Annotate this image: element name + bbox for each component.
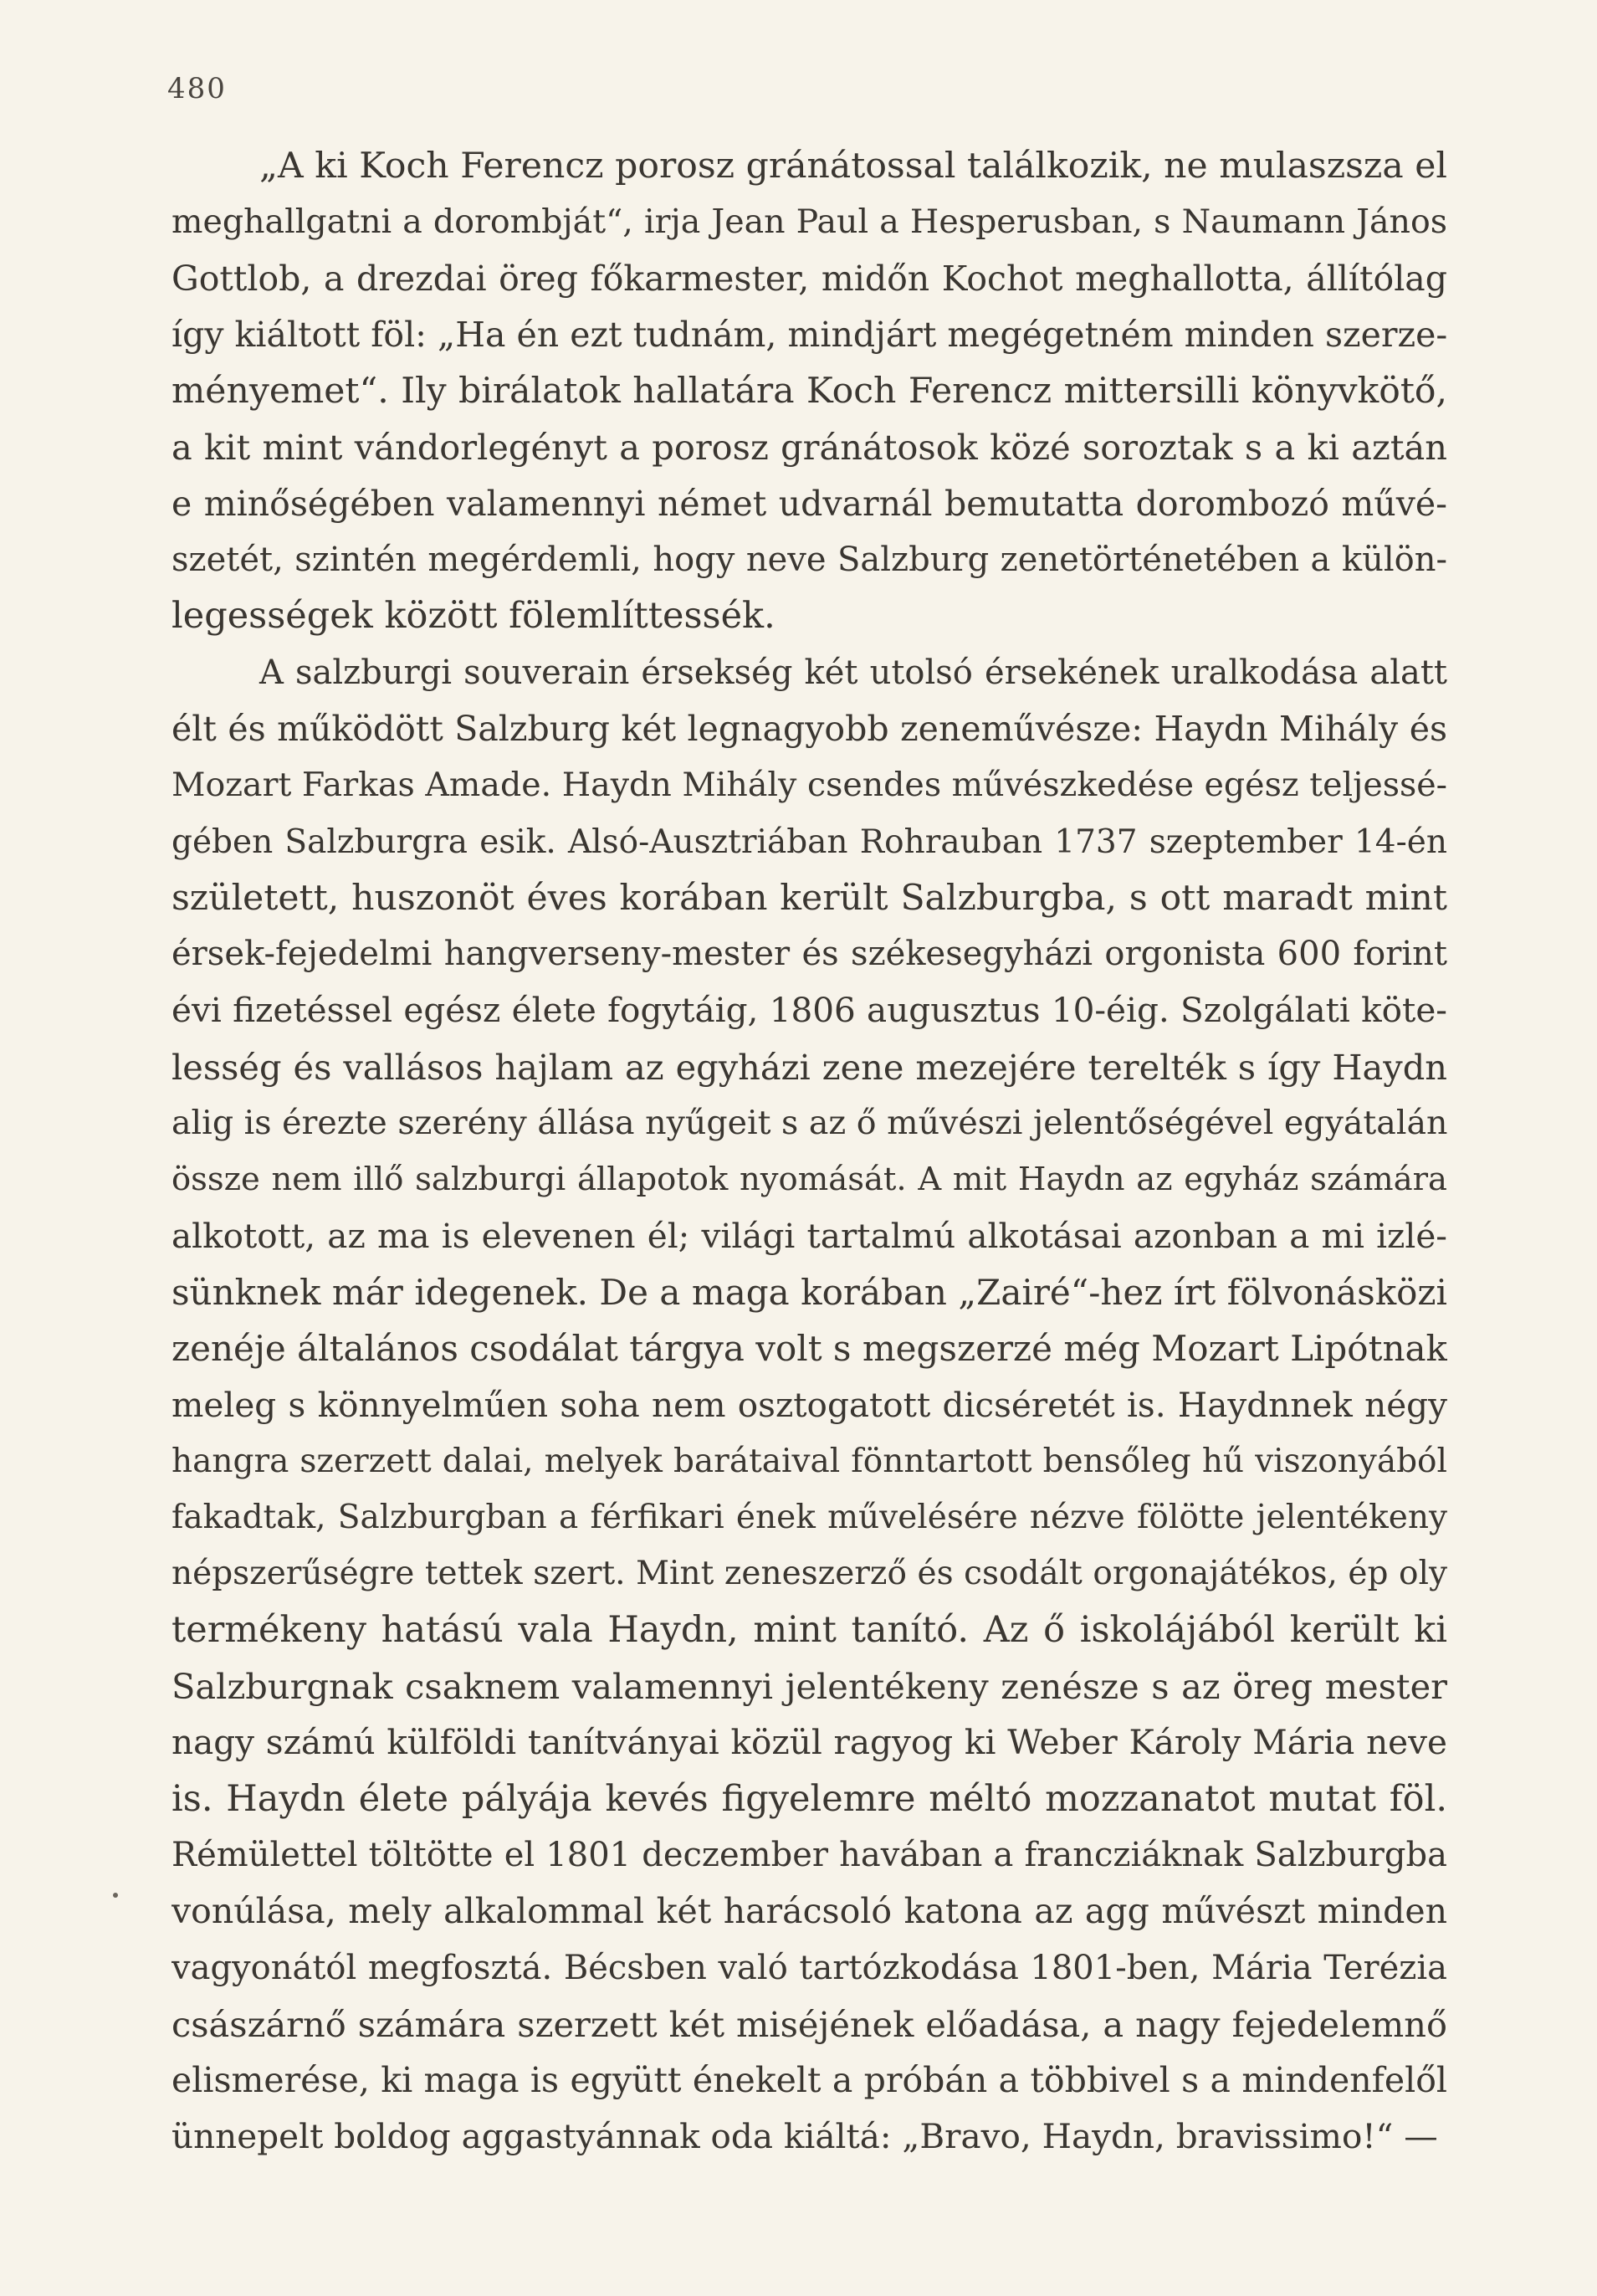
text-line: ünnepelt boldog aggastyánnak oda kiáltá: „Bravo, Haydn, bravissimo!“ —: [171, 2116, 1438, 2157]
text-line: lesség és vallásos hajlam az egyházi zene mezejére terelték s így Haydn: [171, 1046, 1447, 1088]
text-line: hangra szerzett dalai, melyek barátaival fönntartott bensőleg hű viszonyából: [171, 1442, 1447, 1480]
text-line: A salzburgi souverain érsekség két utolsó érsekének uralkodása alatt: [259, 653, 1447, 692]
text-line: termékeny hatású vala Haydn, mint tanító. Az ő iskolájából került ki: [171, 1608, 1447, 1651]
text-line: a kit mint vándorlegényt a porosz gránátosok közé soroztak s a ki aztán: [171, 427, 1447, 469]
text-line: népszerűségre tettek szert. Mint zeneszerző és csodált orgonajátékos, ép oly: [171, 1555, 1447, 1593]
text-line: évi fizetéssel egész élete fogytáig, 1806 augusztus 10-éig. Szolgálati köte-: [171, 990, 1447, 1031]
body-text: [171, 138, 1447, 2165]
text-line: sünknek már idegenek. De a maga korában „Zairé“-hez írt fölvonásközi: [171, 1271, 1447, 1313]
text-line: Gottlob, a drezdai öreg főkarmester, midőn Kochot meghallotta, állítólag: [171, 258, 1447, 299]
text-line: érsek-fejedelmi hangverseny-mester és székesegyházi orgonista 600 forint: [171, 935, 1447, 974]
text-line: alkotott, az ma is elevenen él; világi tartalmú alkotásai azonban a mi izlé-: [171, 1215, 1447, 1256]
text-line: gében Salzburgra esik. Alsó-Ausztriában Rohrauban 1737 szeptember 14-én: [171, 823, 1447, 861]
text-line: született, huszonöt éves korában került Salzburgba, s ott maradt mint: [171, 877, 1447, 919]
text-line: élt és működött Salzburg két legnagyobb zeneművésze: Haydn Mihály és: [171, 708, 1447, 749]
text-line: zenéje általános csodálat tárgya volt s megszerzé még Mozart Lipótnak: [171, 1328, 1447, 1370]
text-line: össze nem illő salzburgi állapotok nyomását. A mit Haydn az egyház számára: [171, 1161, 1447, 1199]
page-number: 480: [167, 72, 227, 105]
text-line: e minőségében valamennyi német udvarnál bemutatta dorombozó művé-: [171, 483, 1447, 524]
text-line: nagy számú külföldi tanítványai közül ragyog ki Weber Károly Mária neve: [171, 1722, 1447, 1763]
text-line: is. Haydn élete pályája kevés figyelemre méltó mozzanatot mutat föl.: [171, 1777, 1447, 1820]
text-line: császárnő számára szerzett két miséjének előadása, a nagy fejedelemnő: [171, 2003, 1447, 2045]
text-line: fakadtak, Salzburgban a férfikari ének művelésére nézve fölötte jelentékeny: [171, 1499, 1447, 1537]
text-line: „A ki Koch Ferencz porosz gránátossal találkozik, ne mulaszsza el: [259, 146, 1447, 187]
margin-dot: [113, 1893, 118, 1898]
text-line: meleg s könnyelműen soha nem osztogatott dicséretét is. Haydnnek négy: [171, 1384, 1447, 1425]
text-line: elismerése, ki maga is együtt énekelt a próbán a többivel s a mindenfelől: [171, 2060, 1447, 2101]
text-line: vonúlása, mely alkalommal két harácsoló katona az agg művészt minden: [171, 1891, 1447, 1932]
text-line: Rémülettel töltötte el 1801 deczember havában a francziáknak Salzburgba: [171, 1835, 1447, 1874]
text-line: alig is érezte szerény állása nyűgeit s az ő művészi jelentőségével egyátalán: [171, 1104, 1447, 1143]
text-line: szetét, szintén megérdemli, hogy neve Salzburg zenetörténetében a külön-: [171, 541, 1447, 580]
text-line: Mozart Farkas Amade. Haydn Mihály csendes művészkedése egész teljessé-: [171, 766, 1447, 805]
text-line: így kiáltott föl: „Ha én ezt tudnám, mindjárt megégetném minden szerze-: [171, 314, 1447, 355]
text-line: ményemet“. Ily birálatok hallatára Koch Ferencz mittersilli könyvkötő,: [171, 371, 1447, 413]
text-line: legességek között fölemlíttessék.: [171, 595, 775, 638]
text-line: Salzburgnak csaknem valamennyi jelentékeny zenésze s az öreg mester: [171, 1666, 1447, 1708]
text-line: vagyonától megfosztá. Bécsben való tartózkodása 1801-ben, Mária Terézia: [171, 1948, 1447, 1987]
text-line: meghallgatni a dorombját“, irja Jean Paul a Hesperusban, s Naumann János: [171, 202, 1447, 242]
